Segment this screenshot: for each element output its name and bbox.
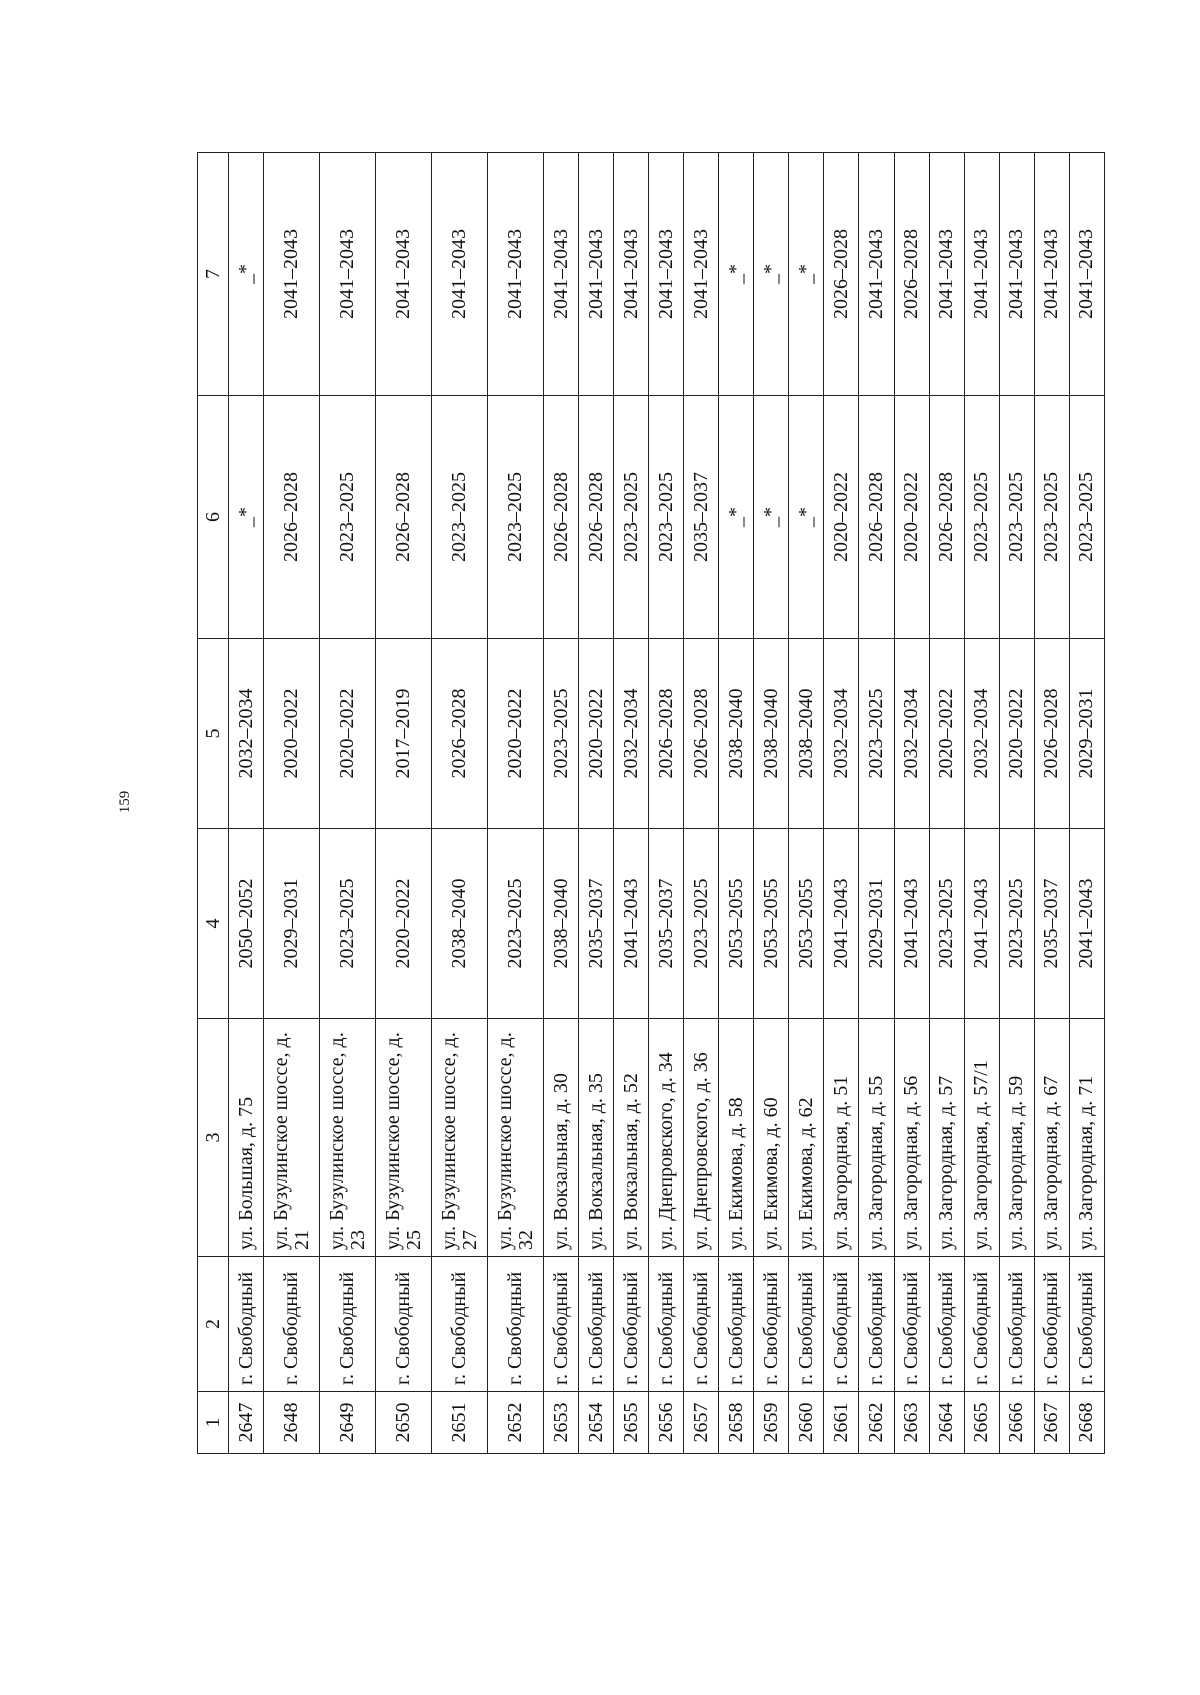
city-cell: г. Свободный (229, 1257, 264, 1392)
col5-cell: 2020–2022 (929, 639, 964, 829)
address-cell: ул. Бузулинское шоссе, д. 21 (264, 1019, 320, 1257)
col6-cell: _* (229, 396, 264, 639)
col6-cell: 2020–2022 (894, 396, 929, 639)
col7-cell: 2041–2043 (1034, 153, 1069, 396)
col5-cell: 2032–2034 (824, 639, 859, 829)
col5-cell: 2029–2031 (1069, 639, 1104, 829)
address-cell: ул. Бузулинское шоссе, д. 32 (488, 1019, 544, 1257)
table-row (229, 153, 264, 1454)
table-row (929, 153, 964, 1454)
table-row (432, 153, 488, 1454)
city-cell: г. Свободный (579, 1257, 614, 1392)
col5-cell: 2023–2025 (544, 639, 579, 829)
row-number: 2660 (789, 1392, 824, 1454)
col7-cell: _* (754, 153, 789, 396)
col4-cell: 2038–2040 (544, 829, 579, 1019)
col7-cell: _* (719, 153, 754, 396)
col4-cell: 2053–2055 (789, 829, 824, 1019)
col5-cell: 2032–2034 (894, 639, 929, 829)
row-number: 2663 (894, 1392, 929, 1454)
col5-cell: 2023–2025 (859, 639, 894, 829)
col7-cell: 2041–2043 (859, 153, 894, 396)
col6-cell: 2023–2025 (320, 396, 376, 639)
table-row (579, 153, 614, 1454)
col4-cell: 2053–2055 (754, 829, 789, 1019)
col6-cell: 2035–2037 (684, 396, 719, 639)
table-row (544, 153, 579, 1454)
col4-cell: 2023–2025 (488, 829, 544, 1019)
address-cell: ул. Бузулинское шоссе, д. 25 (376, 1019, 432, 1257)
col7-cell: 2041–2043 (964, 153, 999, 396)
col4-cell: 2053–2055 (719, 829, 754, 1019)
col6-cell: 2026–2028 (929, 396, 964, 639)
col4-cell: 2023–2025 (320, 829, 376, 1019)
table-row (649, 153, 684, 1454)
col5-cell: 2017–2019 (376, 639, 432, 829)
col7-cell: 2041–2043 (1069, 153, 1104, 396)
col6-cell: 2020–2022 (824, 396, 859, 639)
col5-cell: 2038–2040 (789, 639, 824, 829)
row-number: 2667 (1034, 1392, 1069, 1454)
column-header-4: 4 (198, 829, 229, 1019)
data-table (197, 152, 1105, 1454)
address-cell: ул. Загородная, д. 55 (859, 1019, 894, 1257)
col4-cell: 2038–2040 (432, 829, 488, 1019)
col7-cell: 2041–2043 (649, 153, 684, 396)
row-number: 2668 (1069, 1392, 1104, 1454)
table-row (320, 153, 376, 1454)
table-row (859, 153, 894, 1454)
table-row (1034, 153, 1069, 1454)
city-cell: г. Свободный (789, 1257, 824, 1392)
col6-cell: 2026–2028 (579, 396, 614, 639)
city-cell: г. Свободный (859, 1257, 894, 1392)
col7-cell: 2041–2043 (614, 153, 649, 396)
table-row (376, 153, 432, 1454)
address-cell: ул. Бузулинское шоссе, д. 27 (432, 1019, 488, 1257)
col4-cell: 2041–2043 (894, 829, 929, 1019)
col5-cell: 2020–2022 (488, 639, 544, 829)
table-row (789, 153, 824, 1454)
table-row (1069, 153, 1104, 1454)
row-number: 2649 (320, 1392, 376, 1454)
col5-cell: 2026–2028 (649, 639, 684, 829)
city-cell: г. Свободный (1034, 1257, 1069, 1392)
col4-cell: 2050–2052 (229, 829, 264, 1019)
row-number: 2655 (614, 1392, 649, 1454)
col7-cell: 2041–2043 (376, 153, 432, 396)
city-cell: г. Свободный (544, 1257, 579, 1392)
col4-cell: 2041–2043 (964, 829, 999, 1019)
city-cell: г. Свободный (684, 1257, 719, 1392)
table-row (894, 153, 929, 1454)
col7-cell: 2041–2043 (544, 153, 579, 396)
table-row (684, 153, 719, 1454)
column-header-5: 5 (198, 639, 229, 829)
row-number: 2658 (719, 1392, 754, 1454)
col7-cell: 2041–2043 (488, 153, 544, 396)
address-cell: ул. Загородная, д. 67 (1034, 1019, 1069, 1257)
col7-cell: 2026–2028 (824, 153, 859, 396)
column-header-1: 1 (198, 1392, 229, 1454)
row-number: 2650 (376, 1392, 432, 1454)
col5-cell: 2032–2034 (614, 639, 649, 829)
city-cell: г. Свободный (614, 1257, 649, 1392)
row-number: 2666 (999, 1392, 1034, 1454)
table-header-row (198, 153, 229, 1454)
city-cell: г. Свободный (376, 1257, 432, 1392)
table-row (999, 153, 1034, 1454)
address-cell: ул. Екимова, д. 62 (789, 1019, 824, 1257)
col6-cell: 2023–2025 (649, 396, 684, 639)
address-cell: ул. Загородная, д. 57 (929, 1019, 964, 1257)
col7-cell: 2041–2043 (684, 153, 719, 396)
col6-cell: _* (754, 396, 789, 639)
col7-cell: 2026–2028 (894, 153, 929, 396)
col5-cell: 2038–2040 (719, 639, 754, 829)
row-number: 2659 (754, 1392, 789, 1454)
col6-cell: 2023–2025 (432, 396, 488, 639)
address-cell: ул. Загородная, д. 59 (999, 1019, 1034, 1257)
page-number: 159 (117, 790, 133, 814)
table-row (754, 153, 789, 1454)
address-cell: ул. Вокзальная, д. 52 (614, 1019, 649, 1257)
col7-cell: 2041–2043 (579, 153, 614, 396)
address-cell: ул. Загородная, д. 57/1 (964, 1019, 999, 1257)
city-cell: г. Свободный (964, 1257, 999, 1392)
address-cell: ул. Вокзальная, д. 30 (544, 1019, 579, 1257)
row-number: 2657 (684, 1392, 719, 1454)
col5-cell: 2032–2034 (229, 639, 264, 829)
address-cell: ул. Загородная, д. 56 (894, 1019, 929, 1257)
row-number: 2661 (824, 1392, 859, 1454)
col5-cell: 2020–2022 (264, 639, 320, 829)
city-cell: г. Свободный (754, 1257, 789, 1392)
city-cell: г. Свободный (929, 1257, 964, 1392)
col6-cell: 2026–2028 (859, 396, 894, 639)
row-number: 2662 (859, 1392, 894, 1454)
city-cell: г. Свободный (894, 1257, 929, 1392)
col7-cell: 2041–2043 (432, 153, 488, 396)
column-header-2: 2 (198, 1257, 229, 1392)
col4-cell: 2041–2043 (614, 829, 649, 1019)
rotated-table-container (197, 153, 1105, 1454)
col6-cell: _* (719, 396, 754, 639)
city-cell: г. Свободный (649, 1257, 684, 1392)
col7-cell: _* (789, 153, 824, 396)
table-row (614, 153, 649, 1454)
row-number: 2651 (432, 1392, 488, 1454)
city-cell: г. Свободный (488, 1257, 544, 1392)
address-cell: ул. Днепровского, д. 36 (684, 1019, 719, 1257)
column-header-6: 6 (198, 396, 229, 639)
col5-cell: 2026–2028 (432, 639, 488, 829)
col4-cell: 2035–2037 (1034, 829, 1069, 1019)
row-number: 2648 (264, 1392, 320, 1454)
address-cell: ул. Екимова, д. 58 (719, 1019, 754, 1257)
col4-cell: 2035–2037 (579, 829, 614, 1019)
col7-cell: 2041–2043 (264, 153, 320, 396)
column-header-3: 3 (198, 1019, 229, 1257)
row-number: 2653 (544, 1392, 579, 1454)
row-number: 2656 (649, 1392, 684, 1454)
address-cell: ул. Днепровского, д. 34 (649, 1019, 684, 1257)
city-cell: г. Свободный (719, 1257, 754, 1392)
table-row (824, 153, 859, 1454)
col4-cell: 2020–2022 (376, 829, 432, 1019)
col4-cell: 2023–2025 (999, 829, 1034, 1019)
address-cell: ул. Вокзальная, д. 35 (579, 1019, 614, 1257)
col6-cell: 2023–2025 (614, 396, 649, 639)
row-number: 2654 (579, 1392, 614, 1454)
table-body (229, 153, 1105, 1454)
city-cell: г. Свободный (264, 1257, 320, 1392)
col7-cell: _* (229, 153, 264, 396)
col4-cell: 2041–2043 (1069, 829, 1104, 1019)
col6-cell: _* (789, 396, 824, 639)
col4-cell: 2041–2043 (824, 829, 859, 1019)
city-cell: г. Свободный (999, 1257, 1034, 1392)
row-number: 2652 (488, 1392, 544, 1454)
col6-cell: 2023–2025 (999, 396, 1034, 639)
table-row (264, 153, 320, 1454)
col6-cell: 2023–2025 (488, 396, 544, 639)
col4-cell: 2029–2031 (859, 829, 894, 1019)
col4-cell: 2029–2031 (264, 829, 320, 1019)
col6-cell: 2023–2025 (964, 396, 999, 639)
city-cell: г. Свободный (1069, 1257, 1104, 1392)
col7-cell: 2041–2043 (320, 153, 376, 396)
col5-cell: 2020–2022 (579, 639, 614, 829)
col5-cell: 2032–2034 (964, 639, 999, 829)
address-cell: ул. Загородная, д. 51 (824, 1019, 859, 1257)
col6-cell: 2023–2025 (1034, 396, 1069, 639)
address-cell: ул. Загородная, д. 71 (1069, 1019, 1104, 1257)
address-cell: ул. Большая, д. 75 (229, 1019, 264, 1257)
col7-cell: 2041–2043 (999, 153, 1034, 396)
col6-cell: 2023–2025 (1069, 396, 1104, 639)
col4-cell: 2023–2025 (929, 829, 964, 1019)
col6-cell: 2026–2028 (264, 396, 320, 639)
address-cell: ул. Екимова, д. 60 (754, 1019, 789, 1257)
col5-cell: 2026–2028 (684, 639, 719, 829)
address-cell: ул. Бузулинское шоссе, д. 23 (320, 1019, 376, 1257)
col5-cell: 2020–2022 (320, 639, 376, 829)
col4-cell: 2035–2037 (649, 829, 684, 1019)
table-row (964, 153, 999, 1454)
city-cell: г. Свободный (432, 1257, 488, 1392)
row-number: 2664 (929, 1392, 964, 1454)
col5-cell: 2020–2022 (999, 639, 1034, 829)
table-row (488, 153, 544, 1454)
city-cell: г. Свободный (824, 1257, 859, 1392)
col7-cell: 2041–2043 (929, 153, 964, 396)
row-number: 2665 (964, 1392, 999, 1454)
col4-cell: 2023–2025 (684, 829, 719, 1019)
col6-cell: 2026–2028 (376, 396, 432, 639)
city-cell: г. Свободный (320, 1257, 376, 1392)
col6-cell: 2026–2028 (544, 396, 579, 639)
table-row (719, 153, 754, 1454)
row-number: 2647 (229, 1392, 264, 1454)
col5-cell: 2038–2040 (754, 639, 789, 829)
col5-cell: 2026–2028 (1034, 639, 1069, 829)
column-header-7: 7 (198, 153, 229, 396)
